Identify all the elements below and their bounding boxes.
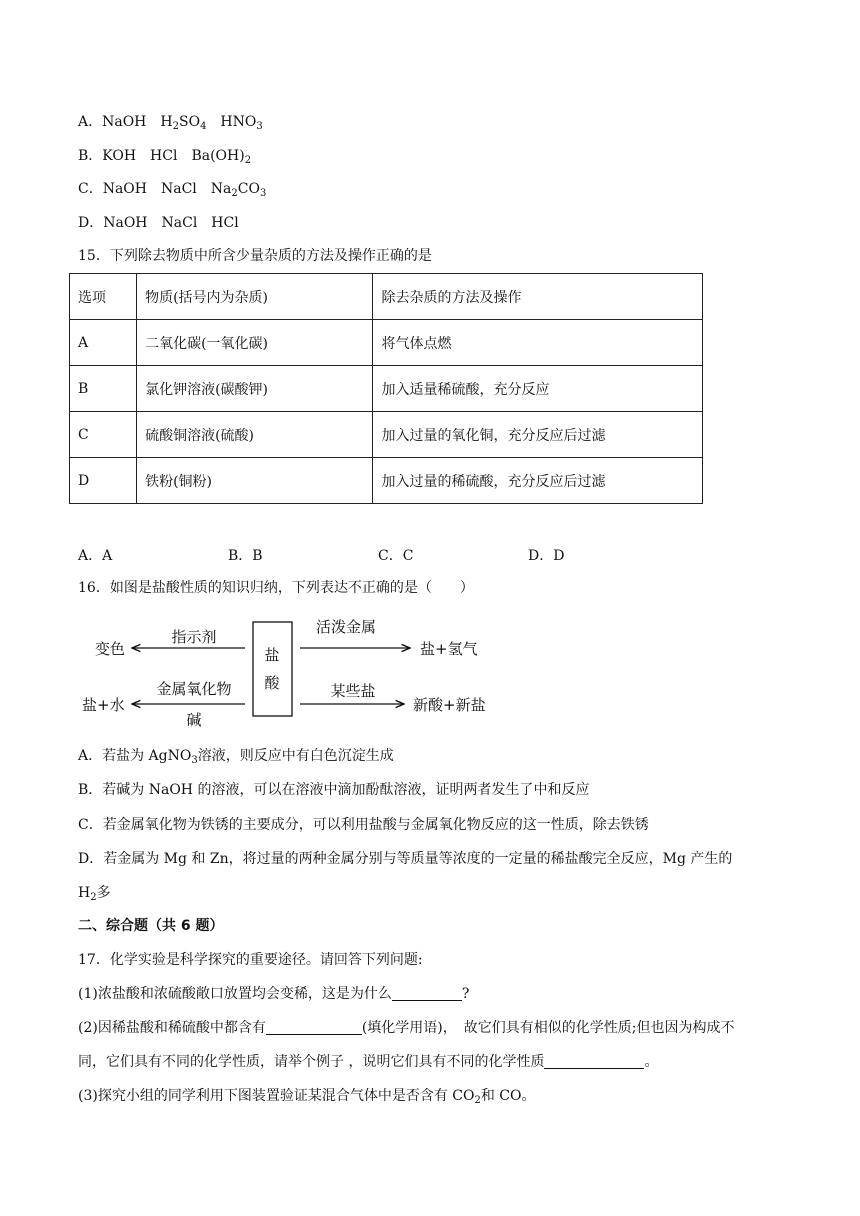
q15-option-a: A．A [78, 548, 113, 564]
table-cell: 氯化钾溶液(碳酸钾) [137, 366, 373, 412]
table-header-cell: 除去杂质的方法及操作 [373, 274, 703, 320]
hydrochloric-acid-diagram [70, 612, 500, 734]
q15-option-b: B．B [228, 548, 263, 564]
q16-option-b: B．若碱为 NaOH 的溶液，可以在溶液中滴加酚酞溶液，证明两者发生了中和反应 [78, 782, 590, 798]
q17-stem: 17．化学实验是科学探究的重要途径。请回答下列问题: [78, 952, 423, 968]
section-heading: 二、综合题（共 6 题） [78, 918, 224, 934]
answer-blank[interactable] [544, 1054, 644, 1069]
q16-option-d-line1: D．若金属为 Mg 和 Zn，将过量的两种金属分别与等质量等浓度的一定量的稀盐酸完全反应，Mg 产生的 [78, 851, 733, 867]
label-salt-hydrogen: 盐+氢气 [420, 640, 478, 658]
table-cell: 二氧化碳(一氧化碳) [137, 320, 373, 366]
label-metal-oxide: 金属氧化物 [156, 680, 232, 698]
table-header-row [70, 274, 703, 320]
label-salt-water: 盐+水 [82, 696, 125, 714]
q15-option-d: D．D [528, 548, 565, 564]
table-header-cell: 选项 [70, 274, 137, 320]
label-active-metal: 活泼金属 [315, 618, 377, 636]
q17-part2-line2: 同，它们具有不同的化学性质，请举个例子 ，说明它们具有不同的化学性质 。 [78, 1054, 659, 1070]
q14-option-d: D．NaOH NaCl HCl [78, 215, 239, 231]
q14-option-b: B．KOH HCl $Ba(OH)_2$ [78, 148, 252, 166]
table-cell: C [70, 412, 137, 458]
center-label-top: 盐 [264, 646, 280, 664]
q16-option-a: A．若盐为 AgNO$_3$溶液，则反应中有白色沉淀生成 [78, 748, 394, 766]
table-cell: B [70, 366, 137, 412]
table-cell: 加入过量的氧化铜，充分反应后过滤 [373, 412, 703, 458]
table-header-cell: 物质(括号内为杂质) [137, 274, 373, 320]
table-cell: 硫酸铜溶液(硫酸) [137, 412, 373, 458]
table-row [70, 320, 703, 366]
q16-stem: 16．如图是盐酸性质的知识归纳，下列表达不正确的是（ ） [78, 580, 474, 596]
center-label-bottom: 酸 [264, 674, 280, 692]
table-cell: D [70, 458, 137, 504]
q16-option-c: C．若金属氧化物为铁锈的主要成分，可以利用盐酸与金属氧化物反应的这一性质，除去铁锈 [78, 817, 649, 833]
q17-part3: (3)探究小组的同学利用下图装置验证某混合气体中是否含有 $CO_2$和 CO。 [78, 1088, 536, 1106]
center-box [253, 622, 292, 716]
table-row [70, 366, 703, 412]
table-row [70, 412, 703, 458]
q15-stem: 15．下列除去物质中所含少量杂质的方法及操作正确的是 [78, 248, 432, 264]
label-color-change: 变色 [95, 640, 126, 658]
q15-option-c: C．C [378, 548, 414, 564]
table-cell: 加入适量稀硫酸，充分反应 [373, 366, 703, 412]
q14-option-c: C．NaOH NaCl $Na_2CO_3$ [78, 181, 267, 199]
q17-part1: (1)浓盐酸和浓硫酸敞口放置均会变稀，这是为什么 ? [78, 986, 470, 1002]
table-cell: 将气体点燃 [373, 320, 703, 366]
label-base: 碱 [186, 711, 202, 729]
answer-blank[interactable] [392, 986, 462, 1001]
answer-blank[interactable] [266, 1020, 362, 1035]
table-cell: 铁粉(铜粉) [137, 458, 373, 504]
label-new-acid-salt: 新酸+新盐 [413, 696, 486, 714]
table-row [70, 458, 703, 504]
table-cell: 加入过量的稀硫酸，充分反应后过滤 [373, 458, 703, 504]
label-indicator: 指示剂 [171, 628, 217, 646]
q17-part2-line1: (2)因稀盐酸和稀硫酸中都含有 (填化学用语)， 故它们具有相似的化学性质;但也因为构成不 [78, 1020, 735, 1036]
table-cell: A [70, 320, 137, 366]
q15-table [69, 273, 703, 504]
q14-option-a: A．NaOH $H_2SO_4$ $HNO_3$ [78, 114, 263, 132]
label-some-salts: 某些盐 [330, 682, 376, 700]
q16-option-d-line2: $H_2$多 [78, 885, 111, 903]
